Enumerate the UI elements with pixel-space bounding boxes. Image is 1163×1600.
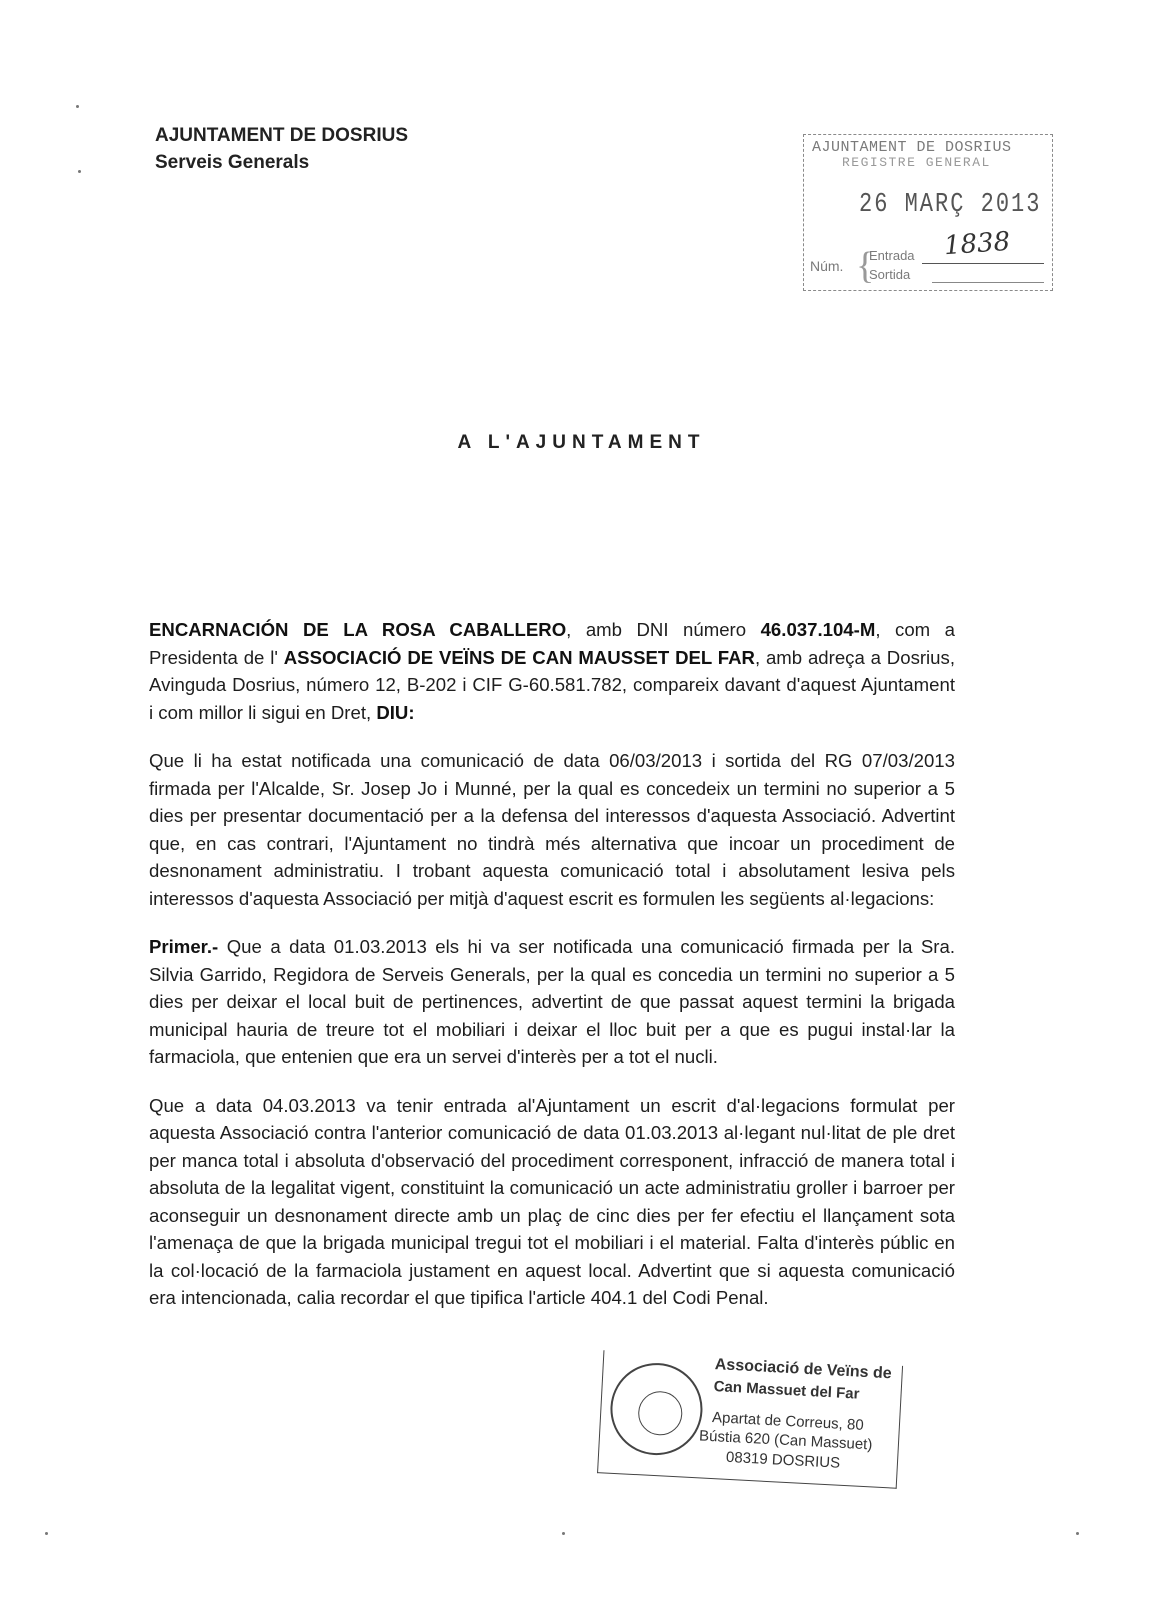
association-stamp-line2: Can Massuet del Far: [713, 1378, 860, 1403]
paragraph-primer: [149, 933, 955, 1071]
registry-sortida-label: Sortida: [869, 267, 911, 282]
registry-stamp: [803, 134, 1053, 291]
association-stamp-line1: Associació de Veïns de: [714, 1356, 893, 1383]
paragraph-intro: [149, 616, 955, 726]
registry-handwritten-number: 1838: [943, 226, 1012, 262]
association-stamp-line4: Bústia 620 (Can Massuet): [698, 1427, 873, 1454]
intro-text-3: , amb adreça a Dosrius, Avinguda Dosrius, número 12, B-202 i CIF G-60.581.782, compareix davant d'aquest Ajuntament i com millor li sigui en Dret,: [149, 646, 955, 723]
organization-name: AJUNTAMENT DE DOSRIUS: [155, 125, 408, 146]
document-header: [155, 122, 408, 176]
addressee-heading: A L'AJUNTAMENT: [457, 432, 706, 453]
paragraph-allegations: Que a data 04.03.2013 va tenir entrada al'Ajuntament un escrit d'al·legacions formulat per aquesta Associació contra l'anterior comunicació de data 01.03.2013 al·legant nul·litat de ple dret per manca total i absoluta d'observació del procediment corresponent, infracció de manera total i absoluta de la legalitat vigent, constituint la comunicació un acte administratiu groller i barroer per aconseguir un desnonament directe amb un plaç de cinc dies per fer efectiu el llançament sota l'amenaça de que la brigada municipal tregui tot el mobiliari i el material. Falta d'interès públic en la col·locació de la farmaciola justament en aquest local. Advertint que si aquesta comunicació era intencionada, calia recordar el que tipifica l'article 404.1 del Codi Penal.: [149, 1094, 955, 1308]
seal-inner-circle: [637, 1390, 683, 1436]
scan-mark: [78, 170, 81, 173]
primer-label: Primer.-: [149, 936, 219, 957]
registry-sortida-line: [932, 282, 1044, 283]
association-stamp-line3: Apartat de Correus, 80: [711, 1409, 865, 1434]
association-stamp: [597, 1350, 903, 1491]
registry-stamp-date: 26 MARÇ 2013: [859, 189, 1042, 220]
registry-num-label: Núm.: [810, 258, 844, 274]
registry-entrada-label: Entrada: [869, 248, 915, 263]
registry-stamp-subtitle: REGISTRE GENERAL: [842, 155, 991, 170]
applicant-dni: 46.037.104-M: [760, 619, 876, 640]
paragraph-notification: Que li ha estat notificada una comunicació de data 06/03/2013 i sortida del RG 07/03/2013 firmada per l'Alcalde, Sr. Josep Jo i Munné, per la qual es concedeix un termini no superior a 5 dies per presentar documentació per a la defensa del interessos d'aquesta Associació. Advertint que, en cas contrari, l'Ajuntament no tindrà més alternativa que incoar un procediment de desnonament administratiu. I trobant aquesta comunicació total i absolutament lesiva pels interessos d'aquesta Associació per mitjà d'aquest escrit es formulen les següents al·legacions:: [149, 750, 955, 909]
intro-text-2: , com a Presidenta de l': [149, 619, 955, 668]
diu-label: DIU:: [376, 701, 415, 723]
registry-brace: {: [856, 245, 875, 287]
document-body: [149, 616, 955, 1312]
primer-text: Que a data 01.03.2013 els hi va ser notificada una comunicació firmada per la Sra. Silvia Garrido, Regidora de Serveis Generals, per la qual es concedia un termini no superior a 5 dies per deixar el local buit de pertinences, advertint de que passat aquest termini la brigada municipal hauria de treure tot el mobiliari i deixar el lloc buit per a que es pugui instal·lar la farmaciola, que entenien que era un servei d'interès per a tot el nucli.: [149, 936, 955, 1067]
registry-entrada-line: [922, 263, 1044, 264]
intro-text-1: , amb DNI número: [566, 619, 761, 640]
scan-mark: [76, 105, 79, 108]
scan-mark: [562, 1532, 565, 1535]
scan-mark: [1076, 1532, 1079, 1535]
department-name: Serveis Generals: [155, 152, 310, 173]
applicant-name: ENCARNACIÓN DE LA ROSA CABALLERO: [149, 619, 567, 640]
association-name: ASSOCIACIÓ DE VEÏNS DE CAN MAUSSET DEL FAR: [283, 646, 755, 668]
scan-mark: [45, 1532, 48, 1535]
association-stamp-line5: 08319 DOSRIUS: [725, 1448, 841, 1472]
registry-stamp-title: AJUNTAMENT DE DOSRIUS: [812, 139, 1012, 156]
